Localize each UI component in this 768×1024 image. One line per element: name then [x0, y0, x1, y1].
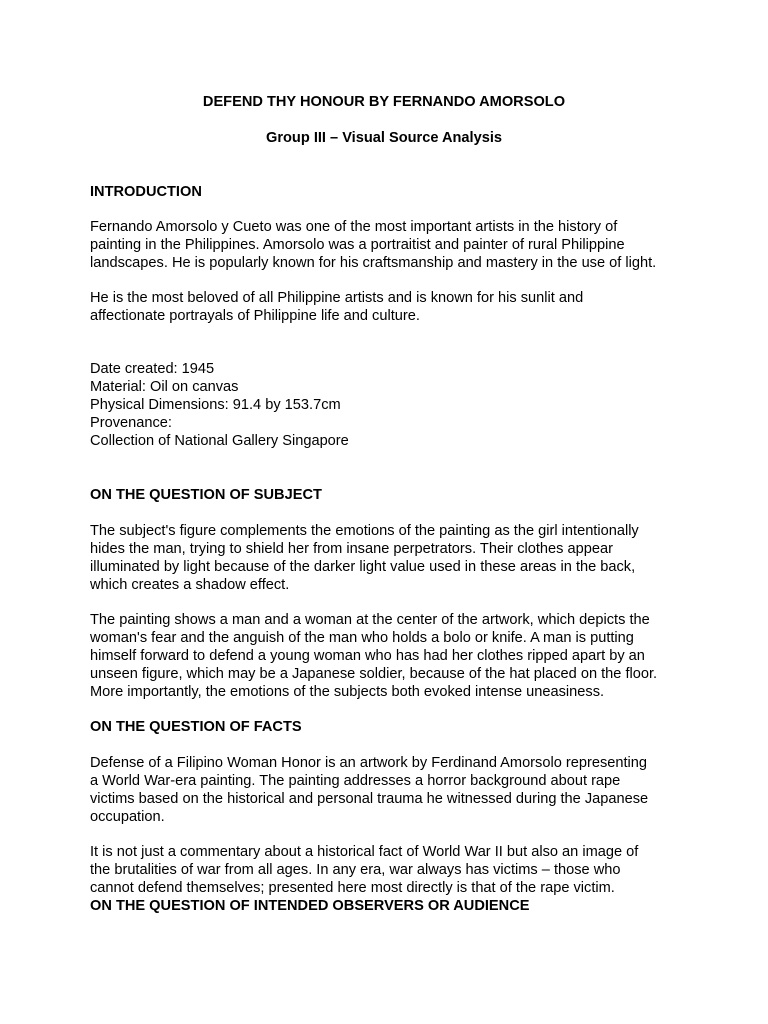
paragraph-line: cannot defend themselves; presented here most directly is that of the rape victim.	[90, 880, 615, 896]
paragraph-line: More importantly, the emotions of the subjects both evoked intense uneasiness.	[90, 684, 605, 700]
paragraph-line: occupation.	[90, 809, 165, 825]
paragraph-line: illuminated by light because of the darker light value used in these areas in the back,	[90, 559, 636, 575]
detail-provenance: Provenance:	[90, 415, 172, 431]
detail-date-created: Date created: 1945	[90, 361, 215, 377]
paragraph-line: victims based on the historical and personal trauma he witnessed during the Japanese	[90, 791, 649, 807]
detail-material: Material: Oil on canvas	[90, 379, 239, 395]
paragraph-line: hides the man, trying to shield her from insane perpetrators. Their clothes appear	[90, 541, 613, 557]
detail-collection: Collection of National Gallery Singapore	[90, 433, 349, 449]
paragraph-line: landscapes. He is popularly known for his craftsmanship and mastery in the use of light.	[90, 255, 657, 271]
paragraph-line: Fernando Amorsolo y Cueto was one of the most important artists in the history of	[90, 219, 618, 235]
document-subtitle: Group III – Visual Source Analysis	[265, 130, 502, 146]
paragraph-line: a World War-era painting. The painting addresses a horror background about rape	[90, 773, 621, 789]
paragraph-line: woman's fear and the anguish of the man who holds a bolo or knife. A man is putting	[90, 630, 634, 646]
document-title: DEFEND THY HONOUR BY FERNANDO AMORSOLO	[202, 94, 566, 110]
paragraph-line: unseen figure, which may be a Japanese soldier, because of the hat placed on the floor.	[90, 666, 658, 682]
paragraph-line: himself forward to defend a young woman who has had her clothes ripped apart by an	[90, 648, 645, 664]
audience-heading: ON THE QUESTION OF INTENDED OBSERVERS OR AUDIENCE	[90, 898, 530, 914]
paragraph-line: The subject's figure complements the emotions of the painting as the girl intentionally	[90, 523, 639, 539]
paragraph-line: It is not just a commentary about a historical fact of World War II but also an image of	[90, 844, 639, 860]
paragraph-line: The painting shows a man and a woman at the center of the artwork, which depicts the	[90, 612, 650, 628]
paragraph-line: painting in the Philippines. Amorsolo was a portraitist and painter of rural Philippine	[90, 237, 625, 253]
subject-heading: ON THE QUESTION OF SUBJECT	[90, 487, 322, 503]
introduction-heading: INTRODUCTION	[90, 184, 202, 200]
paragraph-line: Defense of a Filipino Woman Honor is an artwork by Ferdinand Amorsolo representing	[90, 755, 647, 771]
detail-dimensions: Physical Dimensions: 91.4 by 153.7cm	[90, 397, 341, 413]
paragraph-line: the brutalities of war from all ages. In any era, war always has victims – those who	[90, 862, 621, 878]
paragraph-line: affectionate portrayals of Philippine life and culture.	[90, 308, 420, 324]
paragraph-line: which creates a shadow effect.	[90, 577, 290, 593]
paragraph-line: He is the most beloved of all Philippine artists and is known for his sunlit and	[90, 290, 584, 306]
facts-heading: ON THE QUESTION OF FACTS	[90, 719, 302, 735]
